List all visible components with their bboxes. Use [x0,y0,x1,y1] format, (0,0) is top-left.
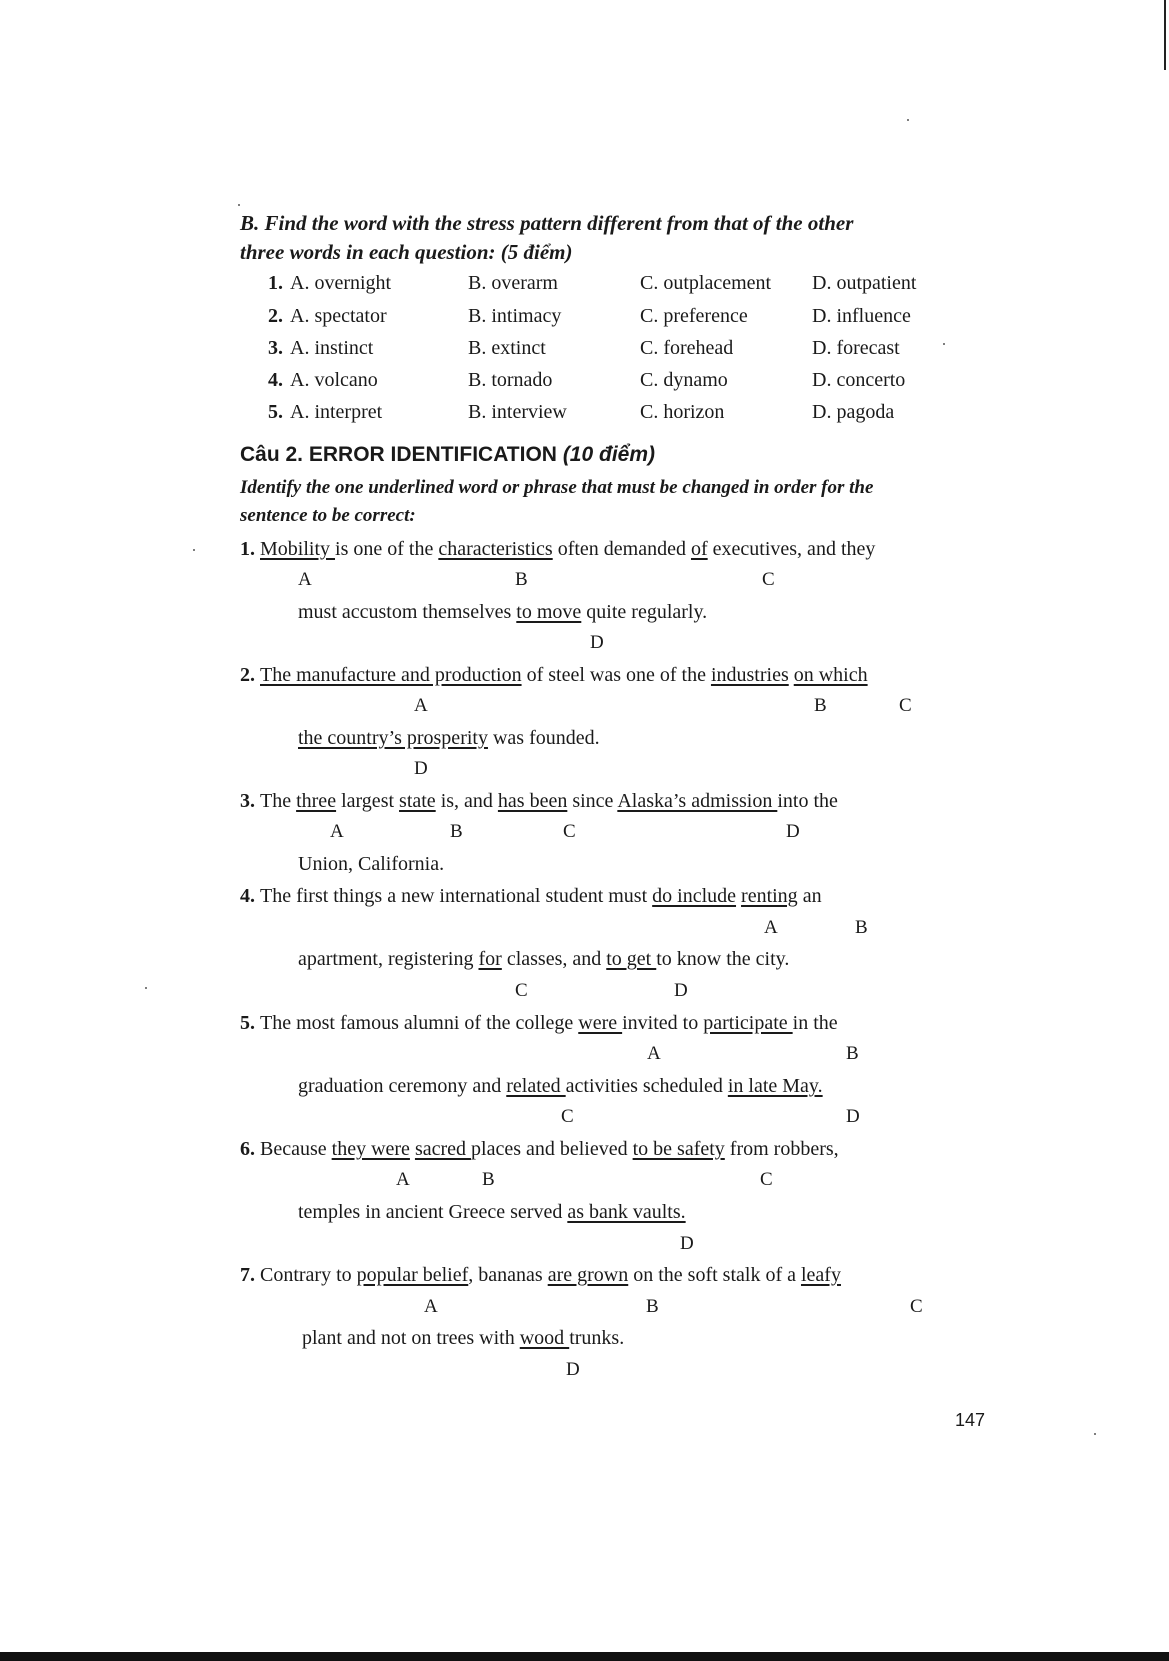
label-d: D [674,980,688,1001]
underlined-c: has been [497,790,568,812]
sentence-text: is, and [435,790,498,812]
sentence-text: into the [777,790,838,812]
sentence-3 [240,790,838,813]
label-a: A [414,695,428,716]
sentence-text: in the [792,1012,838,1034]
option-b: B. overarm [468,272,558,294]
underlined-d: to get [606,948,657,970]
sentence-4 [240,885,822,908]
sentence-text: , bananas [468,1264,548,1286]
underlined-b: characteristics [438,538,553,560]
sentence-text: since [567,790,618,812]
label-a: A [298,569,312,590]
underlined-b: participate [703,1012,793,1034]
sentence-text: Contrary to [260,1264,357,1286]
page-number: 147 [955,1410,986,1430]
sentence-text: The first things a new international student must [260,885,653,907]
option-b: B. interview [468,401,567,423]
label-a: A [330,821,344,842]
question-number: 4. [268,369,283,391]
sentence-text: to know the city. [656,948,790,970]
option-c: C. outplacement [640,272,772,294]
section-b-instruction-line2: three words in each question: (5 điểm) [240,240,573,264]
underlined-b: industries [710,664,789,686]
label-a: A [647,1043,661,1064]
option-b: B. extinct [468,337,546,359]
heading-points: (10 điểm) [562,443,656,466]
sentence-1 [240,538,875,561]
label-d: D [786,821,800,842]
section-b-instruction-line1: B. Find the word with the stress pattern different from that of the other [240,211,854,235]
option-b: B. tornado [468,369,553,391]
label-c: C [515,980,528,1001]
option-a: A. spectator [290,305,387,327]
underlined-a: they were [331,1138,410,1160]
error-instruction-line1: Identify the one underlined word or phrase that must be changed in order for the [240,477,874,498]
sentence-6 [240,1138,839,1161]
label-c: C [899,695,912,716]
underlined-a: three [296,790,337,812]
scan-speck [193,549,195,551]
sentence-number: 5. [240,1012,260,1034]
underlined-b: are grown [547,1264,629,1286]
scan-speck [943,343,945,345]
scan-speck [907,119,909,121]
underlined-c: on which [793,664,868,686]
option-a: A. volcano [290,369,378,391]
sentence-text: from robbers, [724,1138,839,1160]
sentence-text: The [260,790,297,812]
sentence-5 [240,1012,838,1035]
underlined-a: popular belief [356,1264,469,1286]
sentence-text: apartment, registering [298,948,479,970]
question-number: 3. [268,337,283,359]
label-a: A [396,1169,410,1190]
scan-speck [1094,1433,1096,1435]
option-d: D. influence [812,305,911,327]
underlined-c: to be safety [632,1138,725,1160]
sentence-text: classes, and [501,948,607,970]
underlined-c: leafy [800,1264,841,1286]
label-b: B [846,1043,859,1064]
label-d: D [414,758,428,779]
underlined-d: in late May. [727,1075,823,1097]
sentence-number: 4. [240,885,260,907]
label-b: B [450,821,463,842]
underlined-a: Mobility [260,538,336,560]
sentence-text: trunks. [569,1327,625,1349]
option-d: D. outpatient [812,272,917,294]
sentence-text: quite regularly. [581,601,708,623]
sentence-text: an [797,885,822,907]
label-c: C [760,1169,773,1190]
option-c: C. dynamo [640,369,728,391]
sentence-number: 6. [240,1138,260,1160]
sentence-text: was founded. [487,727,600,749]
option-b: B. intimacy [468,305,562,327]
label-c: C [561,1106,574,1127]
option-c: C. horizon [640,401,725,423]
underlined-a: The manufacture and production [260,664,522,686]
section-heading [240,443,655,467]
option-a: A. instinct [290,337,374,359]
scan-edge-mark [1164,0,1166,70]
sentence-number: 2. [240,664,260,686]
label-c: C [762,569,775,590]
sentence-text: plant and not on trees with [302,1327,520,1349]
sentence-4-line2 [298,948,789,971]
underlined-a: were [578,1012,623,1034]
sentence-text: must accustom themselves [298,601,517,623]
label-a: A [424,1296,438,1317]
scan-speck [238,204,240,206]
sentence-text: temples in ancient Greece served [298,1201,568,1223]
question-number: 1. [268,272,283,294]
sentence-number: 1. [240,538,260,560]
underlined-b: state [399,790,436,812]
label-b: B [515,569,528,590]
question-number: 2. [268,305,283,327]
sentence-text: largest [336,790,400,812]
label-c: C [910,1296,923,1317]
label-b: B [855,917,868,938]
scan-speck [145,987,147,989]
underlined-d: the country’s prosperity [298,727,488,749]
sentence-text: places and believed [471,1138,633,1160]
underlined-d: as bank vaults. [567,1201,686,1223]
underlined-b: renting [741,885,798,907]
option-c: C. forehead [640,337,734,359]
underlined-d: to move [516,601,582,623]
underlined-c: related [506,1075,566,1097]
label-d: D [566,1359,580,1380]
sentence-text: The most famous alumni of the college [260,1012,579,1034]
underlined-d: wood [519,1327,570,1349]
sentence-text: Because [260,1138,332,1160]
error-instruction-line2: sentence to be correct: [240,505,416,526]
question-number: 5. [268,401,283,423]
sentence-2 [240,664,868,687]
option-a: A. overnight [290,272,392,294]
sentence-text: of steel was one of the [521,664,711,686]
sentence-3-line2: Union, California. [298,853,445,875]
option-d: D. concerto [812,369,906,391]
sentence-1-line2 [298,601,707,624]
option-a: A. interpret [290,401,383,423]
label-b: B [482,1169,495,1190]
sentence-text: executives, and they [707,538,876,560]
label-b: B [646,1296,659,1317]
option-d: D. pagoda [812,401,895,423]
sentence-text: is one of the [335,538,439,560]
sentence-number: 7. [240,1264,260,1286]
label-d: D [680,1233,694,1254]
sentence-2-line2 [298,727,600,750]
label-c: C [563,821,576,842]
sentence-text: graduation ceremony and [298,1075,507,1097]
underlined-a: do include [652,885,737,907]
option-d: D. forecast [812,337,900,359]
option-c: C. preference [640,305,748,327]
label-a: A [764,917,778,938]
label-b: B [814,695,827,716]
scan-bottom-border [0,1652,1169,1661]
underlined-b: sacred [414,1138,472,1160]
sentence-7 [240,1264,841,1287]
underlined-d: Alaska’s admission [617,790,778,812]
underlined-c: of [690,538,708,560]
sentence-text: on the soft stalk of a [628,1264,801,1286]
sentence-6-line2 [298,1201,686,1224]
sentence-text: activities scheduled [565,1075,728,1097]
label-d: D [590,632,604,653]
label-d: D [846,1106,860,1127]
sentence-7-line2 [302,1327,624,1350]
sentence-5-line2 [298,1075,823,1098]
sentence-text: invited to [622,1012,704,1034]
heading-title: Câu 2. ERROR IDENTIFICATION [240,443,557,466]
sentence-text: often demanded [552,538,691,560]
sentence-number: 3. [240,790,260,812]
underlined-c: for [478,948,502,970]
